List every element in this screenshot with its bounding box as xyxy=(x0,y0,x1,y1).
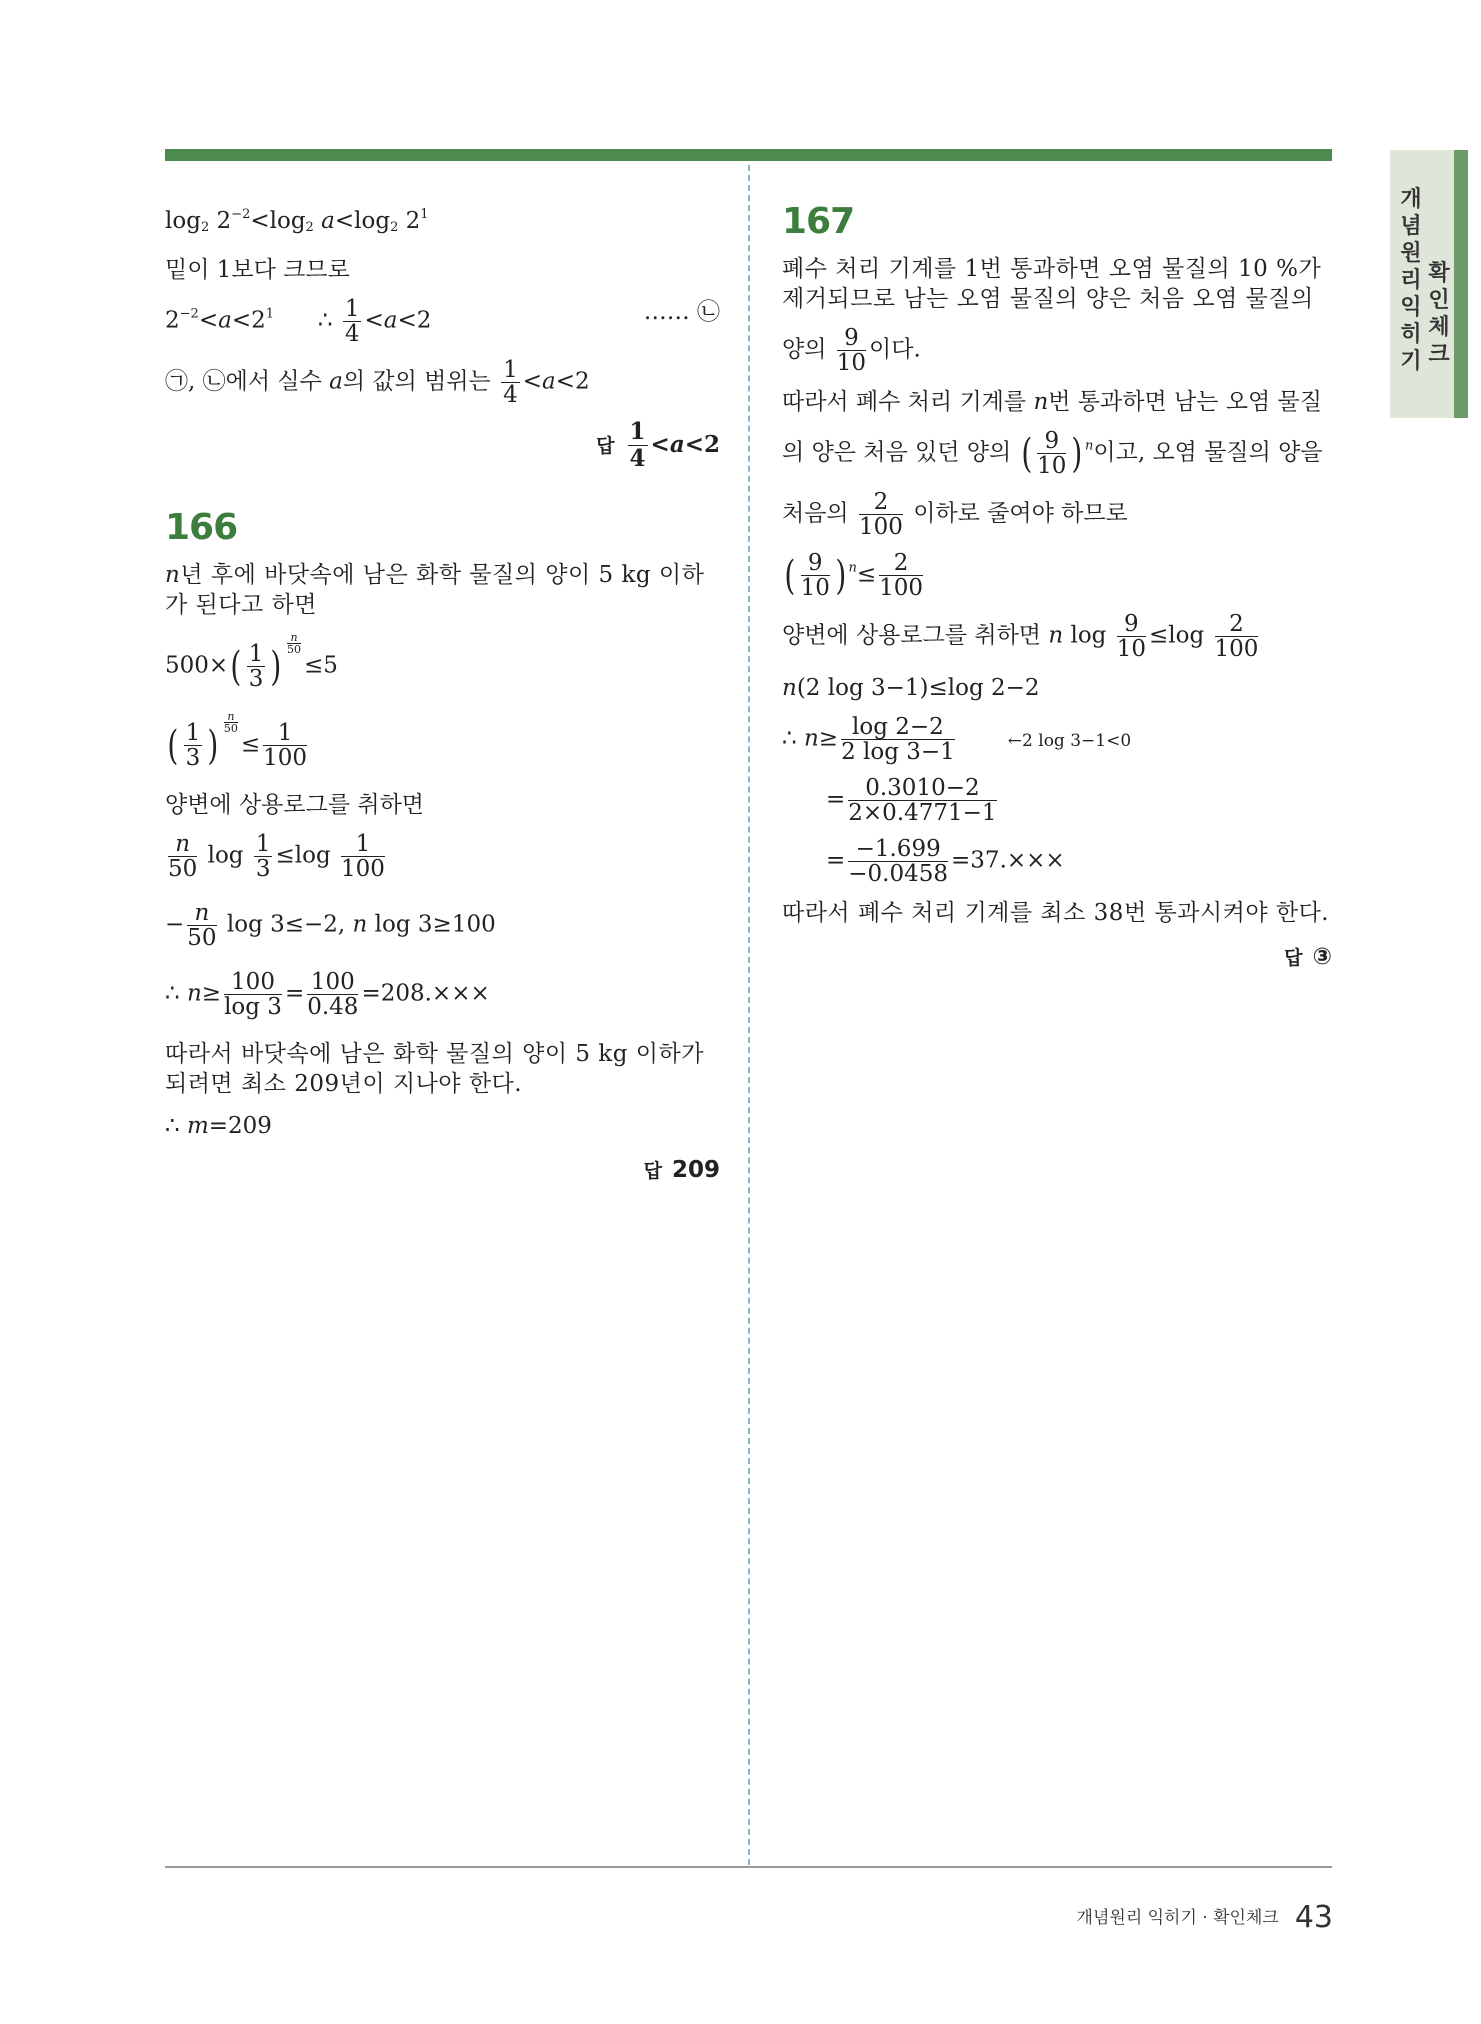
bottom-rule xyxy=(165,1866,1332,1868)
math-line: ( $\frac{9}{10}$ ) $^n$≤ $\frac{2}{100}$ xyxy=(784,550,924,601)
math-line: = $\frac{-1.699}{-0.0458}$ =37.××× xyxy=(826,836,1065,887)
math-line: ∴ m=209 xyxy=(165,1113,272,1139)
math-line: 처음의 $\frac{2}{100}$ 이하로 줄여야 하므로 xyxy=(782,489,1128,540)
footer-title: 개념원리 익히기 · 확인체크 xyxy=(1076,1908,1279,1928)
math-line: ∴ n≥ $\frac{\log 2-2}{2 \log 3-1}$ ←2 log 3−1<0 xyxy=(782,714,1132,765)
problem-number-166: 166 xyxy=(165,507,238,548)
math-line: $\log_2 2^{-2}<\log_2$ $a<\log_2$ $2^1$ xyxy=(165,207,429,235)
math-line: 500×( $\frac{1}{3}$ ) $\frac{n}{50}$ ≤5 xyxy=(165,631,338,692)
math-line: − $\frac{n}{50}$ log 3≤−2, n log 3≥100 xyxy=(165,900,496,951)
math-line: $2^{-2}<a<2^1$ ∴ $\frac{1}{4}$ <a<2 …… ㉡ xyxy=(165,296,720,347)
side-tab xyxy=(1390,150,1468,418)
text-line: 밑이 1보다 크므로 xyxy=(165,257,350,283)
math-line: 양의 $\frac{9}{10}$ 이다. xyxy=(782,325,921,376)
math-line: 의 양은 처음 있던 양의 ( $\frac{9}{10}$ ) $^n$이고, 오염 물질의 양을 xyxy=(782,428,1323,479)
answer-167: 답 ③ xyxy=(1284,944,1332,970)
text-line: n년 후에 바닷속에 남은 화학 물질의 양이 5 kg 이하가 된다고 하면 xyxy=(165,562,705,618)
top-green-bar xyxy=(165,149,1332,161)
left-column xyxy=(165,200,720,1188)
math-line: n(2 log 3−1)≤log 2−2 xyxy=(782,675,1040,701)
math-line: ㉠, ㉡에서 실수 a의 값의 범위는 $\frac{1}{4}$ <a<2 xyxy=(165,357,590,408)
equation-mark: …… ㉡ xyxy=(643,299,720,325)
column-divider xyxy=(748,165,750,1865)
side-tab-label-1: 개념원리익히기 xyxy=(1400,187,1422,374)
page-number: 43 xyxy=(1294,1900,1333,1935)
math-line: ∴ n≥ $\frac{100}{\log 3}$ = $\frac{100}{0.48}$ =208.××× xyxy=(165,969,490,1020)
math-line: 양변에 상용로그를 취하면 n log $\frac{9}{10}$ ≤log $\frac{2}{100}$ xyxy=(782,611,1259,662)
math-line: ( $\frac{1}{3}$ ) $\frac{n}{50}$ ≤ $\frac{1}{100}$ xyxy=(167,710,308,771)
text-line: 양변에 상용로그를 취하면 xyxy=(165,792,425,818)
text-line: 따라서 바닷속에 남은 화학 물질의 양이 5 kg 이하가 되려면 최소 209년이 지나야 한다. xyxy=(165,1041,704,1097)
math-line: = $\frac{0.3010-2}{2\times 0.4771-1}$ xyxy=(826,775,997,826)
text-line: 따라서 폐수 처리 기계를 n번 통과하면 남는 오염 물질 xyxy=(782,389,1322,415)
side-note: ←2 log 3−1<0 xyxy=(1007,730,1132,751)
problem-number-167: 167 xyxy=(782,201,855,242)
text-line: 폐수 처리 기계를 1번 통과하면 오염 물질의 10 %가 제거되므로 남는 오염 물질의 양은 처음 오염 물질의 xyxy=(782,256,1322,312)
text-line: 따라서 폐수 처리 기계를 최소 38번 통과시켜야 한다. xyxy=(782,900,1330,926)
right-column xyxy=(782,200,1332,975)
side-tab-label-2: 확인체크 xyxy=(1428,261,1450,367)
math-line: $\frac{n}{50}$ log $\frac{1}{3}$ ≤log $\frac{1}{100}$ xyxy=(168,831,385,882)
answer-166: 답 209 xyxy=(643,1157,720,1183)
answer-165: 답 $\frac{1}{4}$ <a<2 xyxy=(596,418,720,472)
page-footer xyxy=(1077,1900,1333,1935)
